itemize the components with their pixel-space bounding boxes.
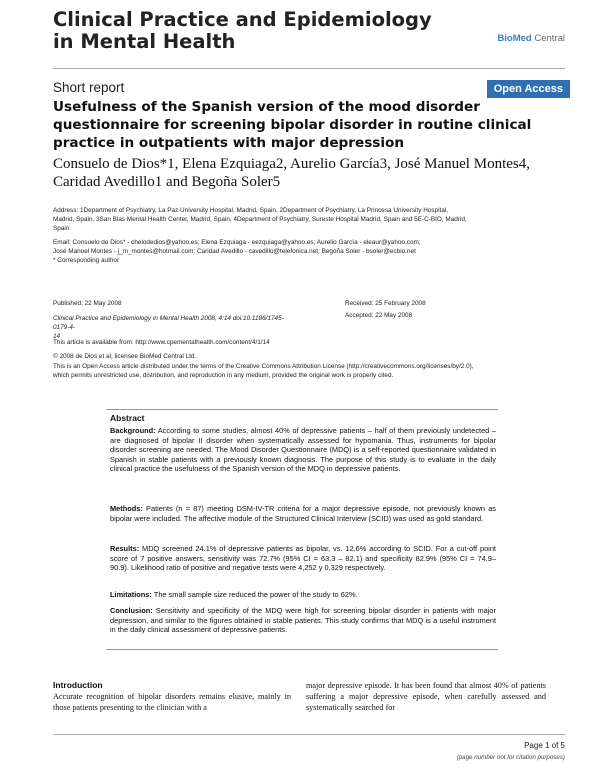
email-line-2[interactable]: José Manuel Montes - j_m_montes@hotmail.com; Caridad Avedillo - cavedillo@telefonica.net; Begoña Soler - bsoler@ecbio.net xyxy=(53,248,416,255)
affiliations xyxy=(53,206,553,233)
license xyxy=(53,362,573,380)
accepted-date: Accepted: 22 May 2008 xyxy=(345,312,413,319)
abstract-heading: Abstract xyxy=(110,413,145,423)
published-date: Published: 22 May 2008 xyxy=(53,300,122,307)
corresponding-author-note: * Corresponding author xyxy=(53,257,120,264)
background-label: Background: xyxy=(110,426,156,435)
citation-line-1: Clinical Practice and Epidemiology in Mental Health 2008, 4:14 doi:10.1186/1745-0179-4- xyxy=(53,315,284,331)
journal-title-line1: Clinical Practice and Epidemiology xyxy=(53,8,432,31)
article-title: Usefulness of the Spanish version of the mood disorder questionnaire for screening bipolar disorder in routine clinical practice in outpatients with major depression xyxy=(53,99,532,151)
received-date: Received: 25 February 2008 xyxy=(345,300,426,307)
methods-label: Methods: xyxy=(110,504,143,513)
authors-line-1: Consuelo de Dios*1, Elena Ezquiaga2, Aurelio García3, José Manuel Montes4, xyxy=(53,156,530,172)
address-line-2: Madrid, Spain, 3San Blas Mental Health Center, Madrid, Spain, 4Department of Psychiatry, Sureste Hospital Madrid, Spain and 5E-C-BIO, Madrid, xyxy=(53,216,467,223)
conclusion-text: Sensitivity and specificity of the MDQ were high for screening bipolar disorder in patients with major depression, and similar to the figures obtained in stable patients. This study confirms that MDQ is a useful instrument in the daily clinical assessment of depressive patients. xyxy=(110,606,496,635)
body-column-left: Accurate recognition of bipolar disorders remains elusive, mainly in those patients presenting to the clinician with a xyxy=(53,692,291,712)
limitations-label: Limitations: xyxy=(110,590,152,599)
introduction-heading: Introduction xyxy=(53,680,103,690)
license-line-2: which permits unrestricted use, distribution, and reproduction in any medium, provided the original work is properly cited. xyxy=(53,372,394,379)
license-line-1[interactable]: This is an Open Access article distributed under the terms of the Creative Commons Attribution License (http://creativecommons.org/licenses/by/2.0), xyxy=(53,363,474,370)
methods-text: Patients (n = 87) meeting DSM-IV-TR criteria for a major depressive episode, not previously known as bipolar were included. The affective module of the Structured Clinical Interview (SCID) was used as gold standard. xyxy=(110,504,496,523)
abstract-conclusion xyxy=(110,606,496,635)
publisher-logo xyxy=(497,33,565,44)
journal-title xyxy=(53,9,493,53)
body-column-right: major depressive episode. It has been found that almost 40% of patients suffering a major depressive episode, when carefully assessed and systematically searched for xyxy=(306,681,546,712)
citation xyxy=(53,314,293,341)
abstract-limitations xyxy=(110,590,496,600)
article-url[interactable]: This article is available from: http://www.cpementalhealth.com/content/4/1/14 xyxy=(53,339,270,346)
author-emails xyxy=(53,238,553,265)
background-text: According to some studies, almost 40% of depressive patients – half of them previously undetected – are diagnosed of bipolar II disorder when systematically assessed for hypomania. Thus, instruments for bipolar disorder screening are needed. The Mood Disorder Questionnaire (MDQ) is a self-reported questionnaire validated in Spanish in stable patients with a previously known diagnosis. The purpose of this study is to evaluate in the daily clinical practice the usefulness of the Spanish version of the MDQ in depressive patients. xyxy=(110,426,496,474)
conclusion-label: Conclusion: xyxy=(110,606,153,615)
header-divider xyxy=(53,68,565,69)
abstract-background xyxy=(110,426,496,474)
address-line-1: Address: 1Department of Psychiatry, La Paz University Hospital, Madrid, Spain, 2Department of Psychiatry, La Princesa University Hospital, xyxy=(53,207,449,214)
address-line-3: Spain xyxy=(53,225,70,232)
page-number: Page 1 of 5 xyxy=(524,741,565,750)
email-line-1[interactable]: Email: Consuelo de Dios* - chelodedios@yahoo.es; Elena Ezquiaga - eezquiaga@yahoo.es; Aurelio García - eleaur@yahoo.com; xyxy=(53,239,421,246)
copyright: © 2008 de Dios et al; licensee BioMed Central Ltd. xyxy=(53,353,197,360)
results-text: MDQ screened 24.1% of depressive patients as bipolar, vs. 12.6% according to SCID. For a cut-off point score of 7 positive answers, sensitivity was 72.7% (95% CI = 63.3 – 82.1) and specificity 82.9% (95% CI = 74.9–90.9). Likelihood ratio of positive and negative tests were 4,252 y 0,329 respectively. xyxy=(110,544,496,573)
results-label: Results: xyxy=(110,544,140,553)
article-type: Short report xyxy=(53,80,125,95)
abstract-methods xyxy=(110,504,496,523)
open-access-badge: Open Access xyxy=(487,80,570,98)
abstract-results xyxy=(110,544,496,573)
citation-line-2: 14 xyxy=(53,333,61,340)
page-number-note: (page number not for citation purposes) xyxy=(456,754,565,761)
footer-divider xyxy=(53,734,565,735)
publisher-logo-central: Central xyxy=(531,33,565,44)
authors-line-2: Caridad Avedillo1 and Begoña Soler5 xyxy=(53,174,281,190)
author-list xyxy=(53,155,573,191)
journal-title-line2: in Mental Health xyxy=(53,30,236,53)
limitations-text: The small sample size reduced the power of the study to 62%. xyxy=(151,590,358,599)
publisher-logo-bio: BioMed xyxy=(497,33,532,44)
